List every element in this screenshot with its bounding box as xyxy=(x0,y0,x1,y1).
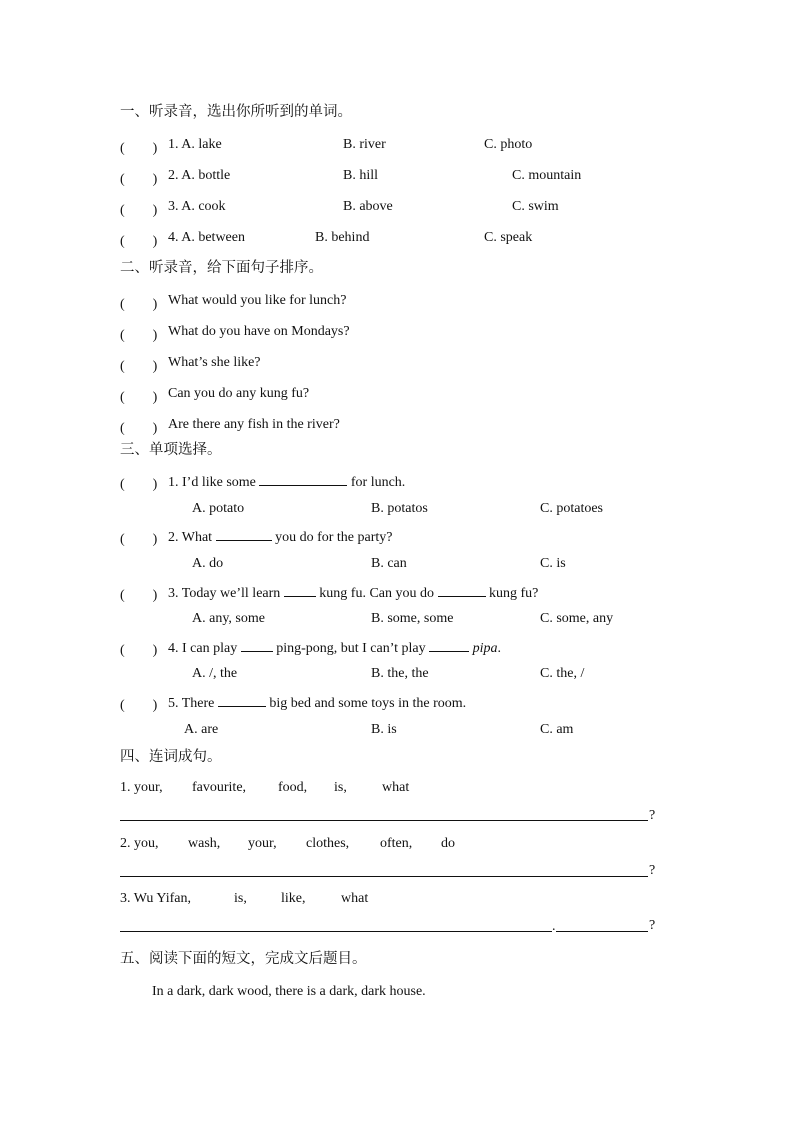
fill-blank[interactable] xyxy=(284,584,316,597)
sentence-text: What’s she like? xyxy=(168,355,261,370)
option-b: B. behind xyxy=(315,230,370,245)
word: do xyxy=(441,836,455,851)
question-stem xyxy=(168,528,393,546)
stem-middle: kung fu. Can you do xyxy=(319,586,434,601)
question-mark: ? xyxy=(649,808,656,823)
sentence-text: What would you like for lunch? xyxy=(168,293,347,308)
option-b: B. can xyxy=(371,556,407,571)
stem-end: for lunch. xyxy=(350,475,406,490)
option-c: C. swim xyxy=(512,199,559,214)
option-a: A. are xyxy=(184,722,219,737)
option-a: A. /, the xyxy=(192,666,238,681)
fill-blank[interactable] xyxy=(216,528,272,541)
answer-line[interactable] xyxy=(120,931,552,932)
answer-parentheses[interactable]: ( ) xyxy=(120,328,158,343)
option-b: B. above xyxy=(343,199,393,214)
option-b: B. potatos xyxy=(371,501,428,516)
answer-line[interactable] xyxy=(120,820,648,821)
fill-blank[interactable] xyxy=(438,584,486,597)
option-c: C. photo xyxy=(484,137,533,152)
word: is, xyxy=(234,891,247,906)
option-b: B. the, the xyxy=(371,666,429,681)
answer-parentheses[interactable]: ( ) xyxy=(120,421,158,436)
answer-parentheses[interactable]: ( ) xyxy=(120,532,158,547)
section-5-heading: 五、阅读下面的短文，完成文后题目。 xyxy=(120,951,367,967)
question-stem xyxy=(168,584,538,602)
sentence-text: Can you do any kung fu? xyxy=(168,386,310,401)
answer-parentheses[interactable]: ( ) xyxy=(120,698,158,713)
word: what xyxy=(341,891,369,906)
option-c: C. the, / xyxy=(540,666,585,681)
option-c: C. am xyxy=(540,722,574,737)
option-b: B. is xyxy=(371,722,397,737)
option-a: 2. A. bottle xyxy=(168,168,231,183)
word: like, xyxy=(281,891,306,906)
answer-parentheses[interactable]: ( ) xyxy=(120,390,158,405)
option-a: 3. A. cook xyxy=(168,199,226,214)
fill-blank[interactable] xyxy=(429,639,469,652)
period-mark: . xyxy=(552,919,556,934)
option-a: 4. A. between xyxy=(168,230,245,245)
answer-parentheses[interactable]: ( ) xyxy=(120,234,158,249)
answer-parentheses[interactable]: ( ) xyxy=(120,477,158,492)
word: 3. Wu Yifan, xyxy=(120,891,191,906)
stem-end: you do for the party? xyxy=(275,530,393,545)
option-b: B. some, some xyxy=(371,611,454,626)
question-stem xyxy=(168,639,501,657)
word: 1. your, xyxy=(120,780,163,795)
answer-parentheses[interactable]: ( ) xyxy=(120,203,158,218)
option-a: 1. A. lake xyxy=(168,137,222,152)
sentence-text: What do you have on Mondays? xyxy=(168,324,350,339)
answer-parentheses[interactable]: ( ) xyxy=(120,297,158,312)
option-a: A. potato xyxy=(192,501,245,516)
stem-start: 1. I’d like some xyxy=(168,475,256,490)
answer-parentheses[interactable]: ( ) xyxy=(120,359,158,374)
word: is, xyxy=(334,780,347,795)
section-4-heading: 四、连词成句。 xyxy=(120,749,222,765)
word: food, xyxy=(278,780,308,795)
option-c: C. mountain xyxy=(512,168,582,183)
question-mark: ? xyxy=(649,863,656,878)
stem-start: 5. There xyxy=(168,696,215,711)
answer-parentheses[interactable]: ( ) xyxy=(120,643,158,658)
question-mark: ? xyxy=(649,918,656,933)
fill-blank[interactable] xyxy=(241,639,273,652)
word: often, xyxy=(380,836,413,851)
stem-end: . xyxy=(497,641,502,656)
fill-blank[interactable] xyxy=(218,694,266,707)
reading-passage: In a dark, dark wood, there is a dark, dark house. xyxy=(152,984,426,999)
option-c: C. is xyxy=(540,556,566,571)
word: wash, xyxy=(188,836,221,851)
stem-start: 2. What xyxy=(168,530,213,545)
option-c: C. some, any xyxy=(540,611,614,626)
stem-end: kung fu? xyxy=(489,586,539,601)
option-c: C. speak xyxy=(484,230,533,245)
option-a: A. do xyxy=(192,556,224,571)
section-3-heading: 三、单项选择。 xyxy=(120,442,222,458)
sentence-text: Are there any fish in the river? xyxy=(168,417,340,432)
stem-middle: ping-pong, but I can’t play xyxy=(276,641,426,656)
question-stem xyxy=(168,694,466,712)
answer-parentheses[interactable]: ( ) xyxy=(120,588,158,603)
stem-start: 3. Today we’ll learn xyxy=(168,586,281,601)
word: 2. you, xyxy=(120,836,159,851)
answer-line[interactable] xyxy=(120,876,648,877)
answer-line[interactable] xyxy=(556,931,648,932)
word: what xyxy=(382,780,410,795)
fill-blank[interactable] xyxy=(259,473,347,486)
option-b: B. hill xyxy=(343,168,379,183)
answer-parentheses[interactable]: ( ) xyxy=(120,141,158,156)
word: your, xyxy=(248,836,277,851)
word: clothes, xyxy=(306,836,350,851)
stem-end: big bed and some toys in the room. xyxy=(269,696,467,711)
stem-italic: pipa xyxy=(472,641,498,656)
section-1-heading: 一、听录音，选出你所听到的单词。 xyxy=(120,104,352,120)
question-stem xyxy=(168,473,405,491)
option-b: B. river xyxy=(343,137,386,152)
option-c: C. potatoes xyxy=(540,501,603,516)
section-2-heading: 二、听录音，给下面句子排序。 xyxy=(120,260,323,276)
answer-parentheses[interactable]: ( ) xyxy=(120,172,158,187)
stem-start: 4. I can play xyxy=(168,641,238,656)
word: favourite, xyxy=(192,780,247,795)
option-a: A. any, some xyxy=(192,611,265,626)
